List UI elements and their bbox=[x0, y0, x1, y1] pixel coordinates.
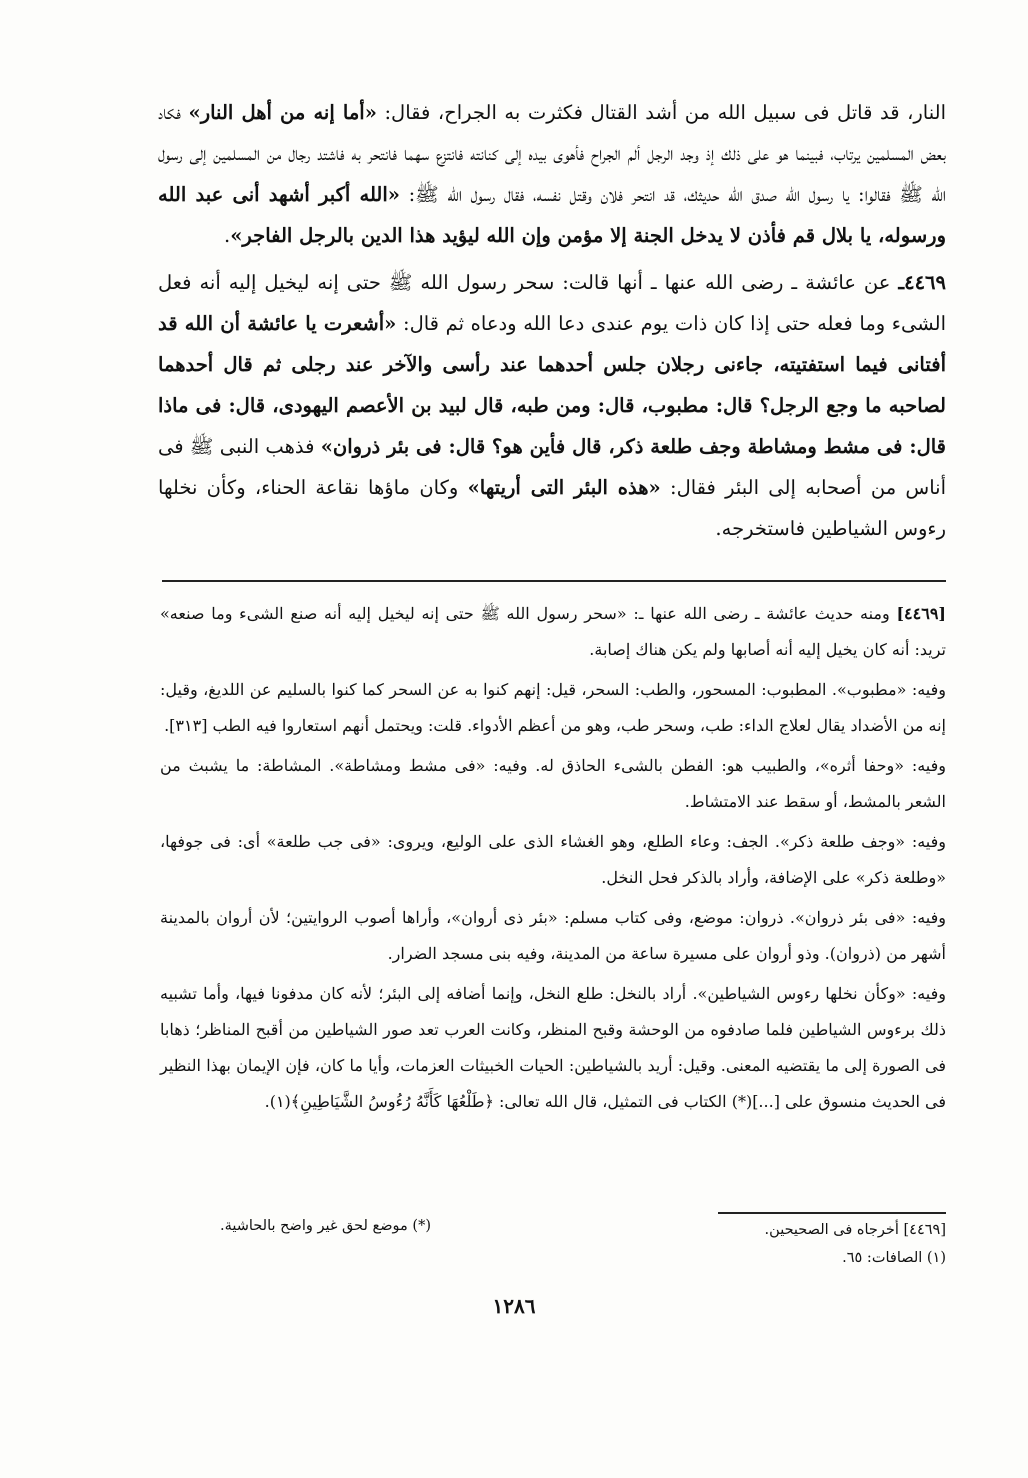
para1-quote: «الله أكبر أشهد أنى عبد الله ورسوله، يا بلال قم فأذن لا يدخل الجنة إلا مؤمن وإن الله ليؤيد هذا الدين بالرجل الفاجر» bbox=[158, 183, 946, 247]
para2-text: فذهب النبى ﷺ فى أناس من أصحابه إلى البئر فقال: bbox=[158, 435, 947, 499]
commentary-separator bbox=[162, 580, 946, 582]
para2-quote: «هذه البئر التى أريتها» bbox=[467, 476, 661, 499]
footnotes bbox=[160, 1212, 946, 1282]
note3-text: وفيه: «وجف طلعة ذكر». الجف: وعاء الطلع، وهو الغشاء الذى على الوليع، ويروى: «فى جب طلعة» أى: فى جوفها، «وطلعة ذكر» على الإضافة، وأراد بالذكر فحل النخل. bbox=[160, 832, 946, 887]
commentary-paragraph bbox=[160, 976, 946, 1120]
footnote-source: [٤٤٦٩] أخرجاه فى الصحيحين. bbox=[764, 1222, 946, 1238]
para1-text: فكاد بعض المسلمين يرتاب، فبينما هو على ذلك إذ وجد الرجل ألم الجراح فأهوى بيده إلى كنانته فانتزع سهما فانتحر به فاشتد رجال من المسلمين إلى رسول الله ﷺ فقالوا: يا رسول الله صدق الله حديثك، قد انتحر فلان وقتل نفسه، فقال رسول الله ﷺ: bbox=[158, 101, 946, 206]
note2-text: وفيه: «وحفا أثره»، والطبيب هو: الفطن بالشىء الحاذق له. وفيه: «فى مشط ومشاطة». المشاطة: ما يشبث من الشعر بالمشط، أو سقط عند الامتشاط. bbox=[160, 756, 946, 811]
commentary-paragraph bbox=[160, 596, 946, 668]
hadith-paragraph-4469 bbox=[158, 262, 946, 549]
footnote-separator bbox=[718, 1212, 946, 1214]
commentary-paragraph bbox=[160, 748, 946, 820]
para1-text: . bbox=[223, 224, 231, 247]
para1-text: النار، قد قاتل فى سبيل الله من أشد القتال فكثرت به الجراح، فقال: bbox=[376, 101, 946, 124]
note4-text: وفيه: «فى بئر ذروان». ذروان: موضع، وفى كتاب مسلم: «بئر ذى أروان»، وأراها أصوب الروايتين؛ لأن أروان بالمدينة أشهر من (ذروان). وذو أروان على مسيرة ساعة من المدينة، وفيه بنى مسجد الضرار. bbox=[160, 908, 947, 963]
note1-text: وفيه: «مطبوب». المطبوب: المسحور، والطب: السحر، قيل: إنهم كنوا به عن السحر كما كنوا بالسليم عن اللديغ، وقيل: إنه من الأضداد يقال لعلاج الداء: طب، وسحر طب، وهو من أعظم الأدواء. قلت: ويحتمل أنهم استعاروا فيه الطب [٣١٣]. bbox=[160, 680, 946, 735]
footnote-quran-ref: (١) الصافات: ٦٥. bbox=[842, 1250, 946, 1266]
para2-text: وكان ماؤها نقاعة الحناء، وكأن نخلها رءوس الشياطين فاستخرجه. bbox=[158, 476, 946, 540]
commentary-paragraph bbox=[160, 824, 946, 896]
note0-text: ومنه حديث عائشة ـ رضى الله عنها ـ: «سحر رسول الله ﷺ حتى إنه ليخيل إليه أنه صنع الشىء وما صنعه» تريد: أنه كان يخيل إليه أنه أصابها ولم يكن هناك إصابة. bbox=[160, 604, 946, 659]
note5-text: وفيه: «وكأن نخلها رءوس الشياطين». أراد بالنخل: طلع النخل، وإنما أضافه إلى البئر؛ لأنه كان مدفونا فيها، وأما تشبيه ذلك برءوس الشياطين فلما صادفوه من الوحشة وقبح المنظر، وكانت العرب تعد صور الشياطين من أقبح المناظر؛ ذهابا فى الصورة إلى ما يقتضيه المعنى. وقيل: أريد بالشياطين: الحيات الخبيثات العزمات، وأيا ما كان، فإن الإيمان بهذا النظير فى الحديث منسوق على [...](*) الكتاب فى التمثيل، قال الله تعالى: ﴿طَلْعُهَا كَأَنَّهُ رُءُوسُ الشَّيَاطِينِ﴾(١). bbox=[160, 984, 946, 1111]
para2-quote: «أشعرت يا عائشة أن الله قد أفتانى فيما استفتيته، جاءنى رجلان جلس أحدهما عند رأسى والآخر عند رجلى ثم قال أحدهما لصاحبه ما وجع الرجل؟ قال: مطبوب، قال: ومن طبه، قال لبيد بن الأعصم اليهودى، قال: فى ماذا قال: فى مشط ومشاطة وجف طلعة ذكر، قال فأين هو؟ قال: فى بئر ذروان» bbox=[158, 312, 947, 458]
hadith-number: ٤٤٦٩ـ bbox=[898, 271, 946, 294]
hadith-paragraph-continued bbox=[158, 92, 946, 256]
commentary-section bbox=[160, 596, 946, 1120]
main-text bbox=[158, 92, 946, 549]
para1-quote: «أما إنه من أهل النار» bbox=[188, 101, 377, 124]
footnote-margin-note: (*) موضع لحق غير واضح بالحاشية. bbox=[220, 1218, 431, 1234]
para2-text: عن عائشة ـ رضى الله عنها ـ أنها قالت: سحر رسول الله ﷺ حتى إنه ليخيل إليه أنه فعل الشىء وما فعله حتى إذا كان ذات يوم عندى دعا الله ودعاه ثم قال: bbox=[158, 271, 946, 335]
page-number: ١٢٨٦ bbox=[492, 1294, 536, 1318]
footnote-block bbox=[706, 1212, 946, 1272]
commentary-paragraph bbox=[160, 672, 946, 744]
note0-quote: [٤٤٦٩] bbox=[896, 604, 946, 623]
commentary-paragraph bbox=[160, 900, 946, 972]
